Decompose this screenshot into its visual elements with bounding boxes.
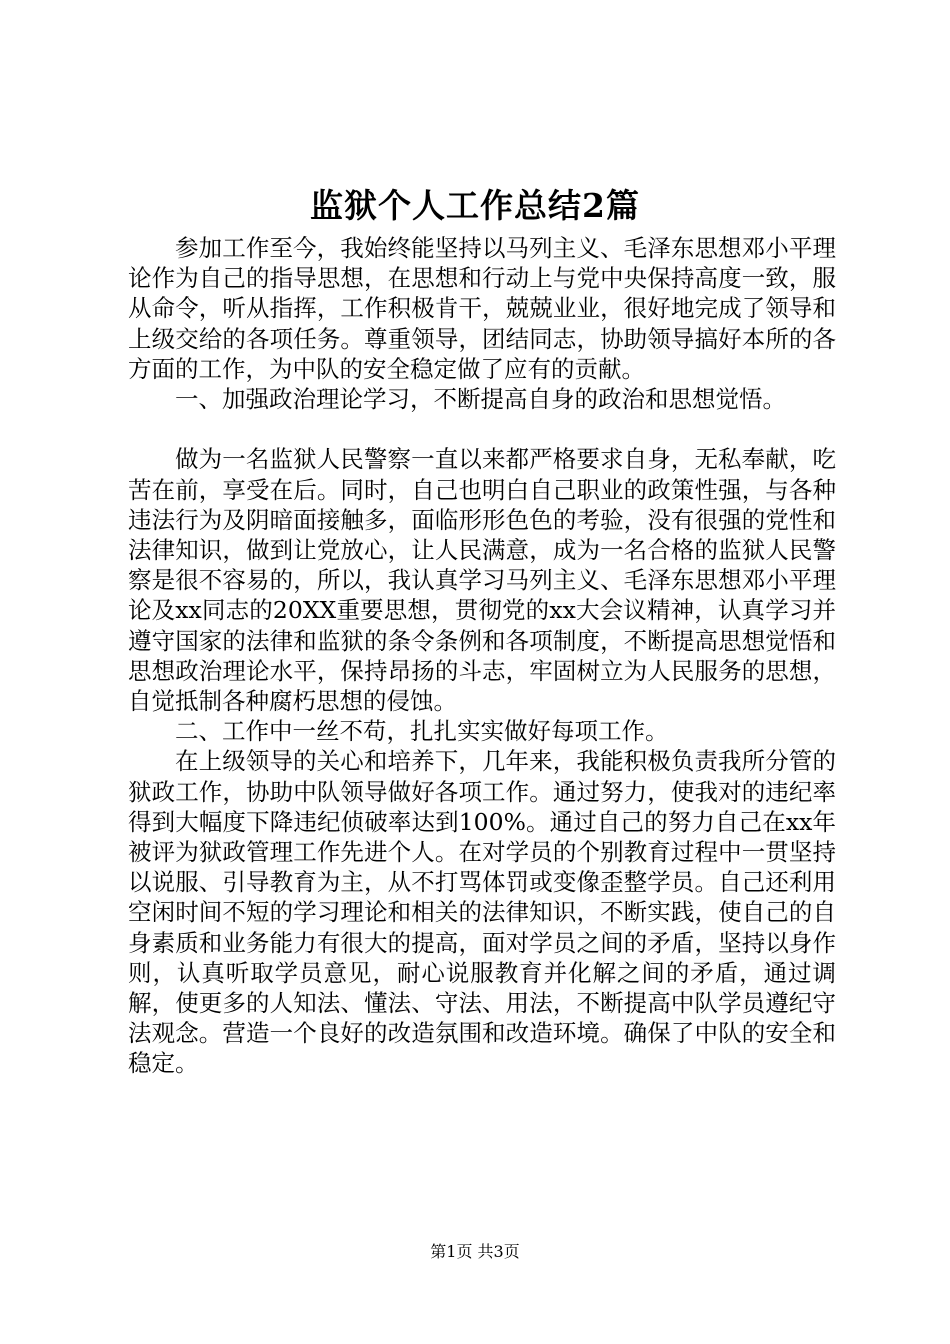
- section-heading-2: 二、工作中一丝不苟，扎扎实实做好每项工作。: [175, 717, 669, 746]
- document-body: [128, 233, 836, 1079]
- paragraph-intro: 参加工作至今，我始终能坚持以马列主义、毛泽东思想邓小平理论作为自己的指导思想，在思想和行动上与党中央保持高度一致，服从命令，听从指挥，工作积极肯干，兢兢业业，很好地完成了领导和上级交给的各项任务。尊重领导，团结同志，协助领导搞好本所的各方面的工作，为中队的安全稳定做了应有的贡献。: [128, 234, 836, 383]
- section-heading-1: 一、加强政治理论学习，不断提高自身的政治和思想觉悟。: [175, 385, 786, 414]
- document-title: 监狱个人工作总结2篇: [310, 186, 640, 225]
- paragraph-section-1: 做为一名监狱人民警察一直以来都严格要求自身，无私奉献，吃苦在前，享受在后。同时，自己也明白自己职业的政策性强，与各种违法行为及阴暗面接触多，面临形形色色的考验，没有很强的党性和法律知识，做到让党放心，让人民满意，成为一名合格的监狱人民警察是很不容易的，所以，我认真学习马列主义、毛泽东思想邓小平理论及xx同志的20XX重要思想，贯彻党的xx大会议精神，认真学习并遵守国家的法律和监狱的条令条例和各项制度，不断提高思想觉悟和思想政治理论水平，保持昂扬的斗志，牢固树立为人民服务的思想，自觉抵制各种腐朽思想的侵蚀。: [128, 445, 836, 716]
- page-footer: 第1页 共3页: [430, 1242, 520, 1261]
- paragraph-section-2: 在上级领导的关心和培养下，几年来，我能积极负责我所分管的狱政工作，协助中队领导做好各项工作。通过努力，使我对的违纪率得到大幅度下降违纪侦破率达到100%。通过自己的努力自己在xx年被评为狱政管理工作先进个人。在对学员的个别教育过程中一贯坚持以说服、引导教育为主，从不打骂体罚或变像歪整学员。自己还利用空闲时间不短的学习理论和相关的法律知识，不断实践，使自己的自身素质和业务能力有很大的提高，面对学员之间的矛盾，坚持以身作则，认真听取学员意见，耐心说服教育并化解之间的矛盾，通过调解，使更多的人知法、懂法、守法、用法，不断提高中队学员遵纪守法观念。营造一个良好的改造氛围和改造环境。确保了中队的安全和稳定。: [128, 747, 836, 1078]
